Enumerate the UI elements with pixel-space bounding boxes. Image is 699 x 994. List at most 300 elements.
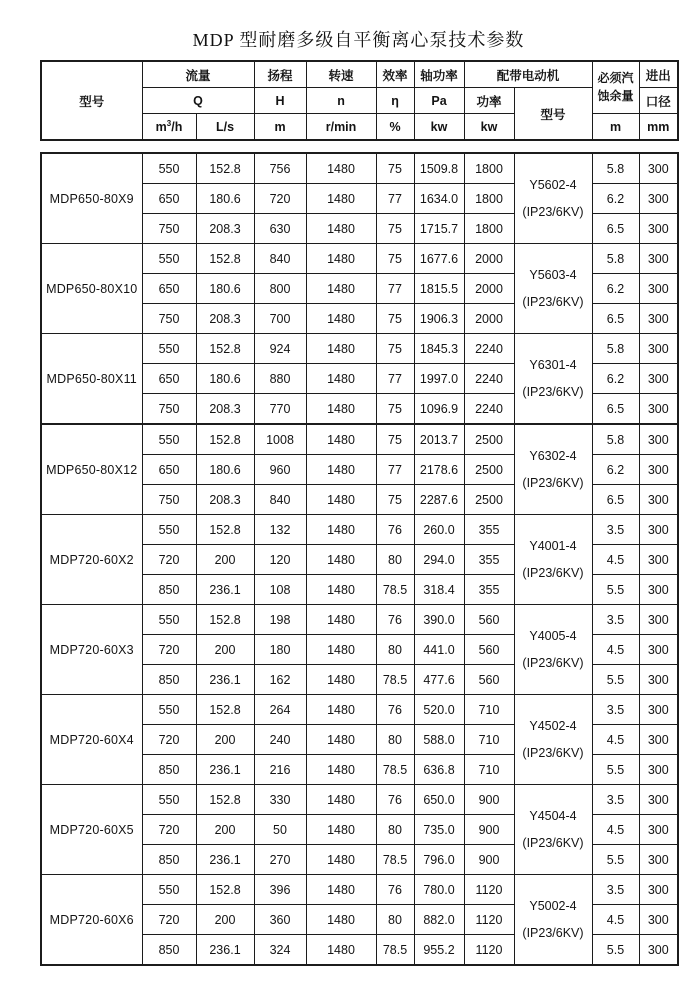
value-cell: 3.5: [592, 785, 639, 815]
value-cell: 75: [376, 334, 414, 364]
value-cell: 735.0: [414, 815, 464, 845]
value-cell: 1480: [306, 575, 376, 605]
value-cell: 3.5: [592, 605, 639, 635]
unit-motor-power: kw: [464, 114, 514, 141]
value-cell: 850: [142, 935, 196, 966]
header-sym-head: H: [254, 88, 306, 114]
value-cell: 2240: [464, 334, 514, 364]
value-cell: 152.8: [196, 424, 254, 455]
value-cell: 520.0: [414, 695, 464, 725]
value-cell: 208.3: [196, 214, 254, 244]
value-cell: 152.8: [196, 695, 254, 725]
value-cell: 2000: [464, 274, 514, 304]
value-cell: 300: [639, 785, 678, 815]
value-cell: 1480: [306, 515, 376, 545]
header-npsh-line2: 蚀余量: [597, 88, 634, 103]
motor-model-name: Y4001-4: [529, 538, 577, 553]
value-cell: 80: [376, 725, 414, 755]
value-cell: 1480: [306, 394, 376, 425]
model-group: [41, 334, 678, 425]
value-cell: 76: [376, 785, 414, 815]
value-cell: 720: [254, 184, 306, 214]
value-cell: 750: [142, 214, 196, 244]
value-cell: 2500: [464, 485, 514, 515]
value-cell: 75: [376, 304, 414, 334]
header-sym-flow: Q: [142, 88, 254, 114]
motor-model-cell: [514, 334, 592, 425]
unit-m3h: $m^3/h$: [142, 114, 196, 141]
value-cell: 650.0: [414, 785, 464, 815]
value-cell: 355: [464, 515, 514, 545]
value-cell: 5.8: [592, 244, 639, 274]
value-cell: 5.5: [592, 755, 639, 785]
unit-shaft-power: kw: [414, 114, 464, 141]
value-cell: 120: [254, 545, 306, 575]
value-cell: 850: [142, 665, 196, 695]
value-cell: 180.6: [196, 184, 254, 214]
value-cell: 5.8: [592, 153, 639, 184]
value-cell: 80: [376, 635, 414, 665]
header-speed: 转速: [306, 61, 376, 88]
motor-model-name: Y6302-4: [529, 448, 577, 463]
value-cell: 5.5: [592, 665, 639, 695]
value-cell: 1715.7: [414, 214, 464, 244]
table-row: [41, 695, 678, 725]
value-cell: 900: [464, 815, 514, 845]
superscript-3: 3: [166, 118, 172, 128]
value-cell: 77: [376, 364, 414, 394]
value-cell: 236.1: [196, 665, 254, 695]
value-cell: 216: [254, 755, 306, 785]
value-cell: 2500: [464, 455, 514, 485]
value-cell: 208.3: [196, 485, 254, 515]
value-cell: 1800: [464, 214, 514, 244]
model-cell: MDP720-60X3: [41, 605, 142, 695]
value-cell: 75: [376, 214, 414, 244]
value-cell: 550: [142, 153, 196, 184]
value-cell: 720: [142, 545, 196, 575]
value-cell: 355: [464, 575, 514, 605]
value-cell: 3.5: [592, 875, 639, 905]
value-cell: 78.5: [376, 845, 414, 875]
value-cell: 152.8: [196, 334, 254, 364]
value-cell: 960: [254, 455, 306, 485]
value-cell: 294.0: [414, 545, 464, 575]
value-cell: 300: [639, 935, 678, 966]
value-cell: 560: [464, 635, 514, 665]
value-cell: 850: [142, 575, 196, 605]
value-cell: 550: [142, 244, 196, 274]
value-cell: 6.5: [592, 485, 639, 515]
value-cell: 200: [196, 545, 254, 575]
header-inout-top: 进出: [639, 61, 678, 88]
value-cell: 1845.3: [414, 334, 464, 364]
value-cell: 300: [639, 905, 678, 935]
unit-efficiency: %: [376, 114, 414, 141]
motor-model-spec: (IP23/6KV): [522, 835, 584, 850]
value-cell: 4.5: [592, 815, 639, 845]
value-cell: 75: [376, 485, 414, 515]
value-cell: 2000: [464, 304, 514, 334]
unit-head: m: [254, 114, 306, 141]
value-cell: 780.0: [414, 875, 464, 905]
table-row: [41, 875, 678, 905]
value-cell: 75: [376, 394, 414, 425]
value-cell: 300: [639, 815, 678, 845]
value-cell: 650: [142, 274, 196, 304]
value-cell: 5.8: [592, 334, 639, 364]
value-cell: 2000: [464, 244, 514, 274]
value-cell: 1480: [306, 153, 376, 184]
value-cell: 77: [376, 184, 414, 214]
motor-model-spec: (IP23/6KV): [522, 294, 584, 309]
value-cell: 77: [376, 274, 414, 304]
value-cell: 270: [254, 845, 306, 875]
value-cell: 318.4: [414, 575, 464, 605]
value-cell: 1480: [306, 184, 376, 214]
value-cell: 324: [254, 935, 306, 966]
value-cell: 560: [464, 605, 514, 635]
page-title: MDP 型耐磨多级自平衡离心泵技术参数: [192, 30, 525, 50]
value-cell: 152.8: [196, 153, 254, 184]
table-row: [41, 785, 678, 815]
value-cell: 300: [639, 755, 678, 785]
value-cell: 300: [639, 455, 678, 485]
motor-model-spec: (IP23/6KV): [522, 384, 584, 399]
value-cell: 1480: [306, 424, 376, 455]
value-cell: 550: [142, 424, 196, 455]
value-cell: 840: [254, 485, 306, 515]
value-cell: 300: [639, 575, 678, 605]
value-cell: 955.2: [414, 935, 464, 966]
value-cell: 4.5: [592, 905, 639, 935]
motor-model-cell: [514, 515, 592, 605]
value-cell: 1096.9: [414, 394, 464, 425]
value-cell: 180.6: [196, 455, 254, 485]
value-cell: 5.5: [592, 575, 639, 605]
value-cell: 850: [142, 845, 196, 875]
value-cell: 180: [254, 635, 306, 665]
motor-model-spec: (IP23/6KV): [522, 475, 584, 490]
table-row: [41, 244, 678, 274]
value-cell: 6.5: [592, 214, 639, 244]
header-npsh: [592, 61, 639, 114]
value-cell: 880: [254, 364, 306, 394]
value-cell: 300: [639, 274, 678, 304]
value-cell: 1677.6: [414, 244, 464, 274]
value-cell: 240: [254, 725, 306, 755]
value-cell: 770: [254, 394, 306, 425]
value-cell: 78.5: [376, 665, 414, 695]
value-cell: 300: [639, 304, 678, 334]
value-cell: 924: [254, 334, 306, 364]
value-cell: 76: [376, 875, 414, 905]
value-cell: 650: [142, 184, 196, 214]
value-cell: 1480: [306, 785, 376, 815]
value-cell: 441.0: [414, 635, 464, 665]
value-cell: 80: [376, 815, 414, 845]
value-cell: 6.2: [592, 274, 639, 304]
value-cell: 76: [376, 515, 414, 545]
value-cell: 710: [464, 725, 514, 755]
motor-model-name: Y4504-4: [529, 808, 577, 823]
value-cell: 152.8: [196, 605, 254, 635]
model-group: [41, 695, 678, 785]
model-group: [41, 785, 678, 875]
model-cell: MDP650-80X12: [41, 424, 142, 515]
value-cell: 840: [254, 244, 306, 274]
value-cell: 1509.8: [414, 153, 464, 184]
value-cell: 300: [639, 424, 678, 455]
header-shaft-power: 轴功率: [414, 61, 464, 88]
value-cell: 200: [196, 905, 254, 935]
value-cell: 390.0: [414, 605, 464, 635]
value-cell: 588.0: [414, 725, 464, 755]
value-cell: 720: [142, 725, 196, 755]
value-cell: 2287.6: [414, 485, 464, 515]
header-flow: 流量: [142, 61, 254, 88]
value-cell: 6.2: [592, 184, 639, 214]
header-inout-bottom: 口径: [639, 88, 678, 114]
value-cell: 850: [142, 755, 196, 785]
header-head: 扬程: [254, 61, 306, 88]
value-cell: 260.0: [414, 515, 464, 545]
value-cell: 700: [254, 304, 306, 334]
value-cell: 720: [142, 635, 196, 665]
value-cell: 75: [376, 424, 414, 455]
value-cell: 710: [464, 755, 514, 785]
model-group: [41, 424, 678, 515]
header-sym-shaft-power: Pa: [414, 88, 464, 114]
value-cell: 108: [254, 575, 306, 605]
value-cell: 300: [639, 485, 678, 515]
table-row: [41, 424, 678, 455]
value-cell: 5.5: [592, 935, 639, 966]
value-cell: 1800: [464, 153, 514, 184]
value-cell: 750: [142, 304, 196, 334]
value-cell: 152.8: [196, 875, 254, 905]
value-cell: 300: [639, 875, 678, 905]
value-cell: 2178.6: [414, 455, 464, 485]
value-cell: 162: [254, 665, 306, 695]
value-cell: 900: [464, 785, 514, 815]
value-cell: 1480: [306, 605, 376, 635]
table-row: [41, 153, 678, 184]
table-row: [41, 605, 678, 635]
value-cell: 152.8: [196, 244, 254, 274]
model-group: [41, 153, 678, 244]
value-cell: 636.8: [414, 755, 464, 785]
model-cell: MDP720-60X2: [41, 515, 142, 605]
motor-model-spec: (IP23/6KV): [522, 565, 584, 580]
value-cell: 3.5: [592, 695, 639, 725]
model-cell: MDP720-60X6: [41, 875, 142, 966]
value-cell: 1480: [306, 875, 376, 905]
unit-inout: mm: [639, 114, 678, 141]
value-cell: 756: [254, 153, 306, 184]
model-group: [41, 875, 678, 966]
value-cell: 355: [464, 545, 514, 575]
value-cell: 236.1: [196, 575, 254, 605]
motor-model-spec: (IP23/6KV): [522, 655, 584, 670]
value-cell: 300: [639, 665, 678, 695]
value-cell: 75: [376, 153, 414, 184]
value-cell: 132: [254, 515, 306, 545]
value-cell: 1800: [464, 184, 514, 214]
model-group: [41, 515, 678, 605]
value-cell: 750: [142, 394, 196, 425]
value-cell: 550: [142, 785, 196, 815]
header-sym-efficiency: η: [376, 88, 414, 114]
value-cell: 1480: [306, 485, 376, 515]
value-cell: 180.6: [196, 274, 254, 304]
value-cell: 1997.0: [414, 364, 464, 394]
value-cell: 208.3: [196, 304, 254, 334]
value-cell: 300: [639, 394, 678, 425]
value-cell: 1480: [306, 455, 376, 485]
value-cell: 550: [142, 875, 196, 905]
value-cell: 300: [639, 605, 678, 635]
header-motor: 配带电动机: [464, 61, 592, 88]
value-cell: 300: [639, 635, 678, 665]
value-cell: 236.1: [196, 755, 254, 785]
motor-model-cell: [514, 785, 592, 875]
value-cell: 550: [142, 605, 196, 635]
value-cell: 1480: [306, 274, 376, 304]
value-cell: 300: [639, 214, 678, 244]
value-cell: 550: [142, 695, 196, 725]
model-cell: MDP720-60X5: [41, 785, 142, 875]
value-cell: 78.5: [376, 575, 414, 605]
header-sym-speed: n: [306, 88, 376, 114]
value-cell: 1480: [306, 815, 376, 845]
value-cell: 2240: [464, 364, 514, 394]
unit-ls: L/s: [196, 114, 254, 141]
header-model: 型号: [41, 61, 142, 140]
value-cell: 900: [464, 845, 514, 875]
value-cell: 882.0: [414, 905, 464, 935]
motor-model-name: Y4502-4: [529, 718, 577, 733]
table-row: [41, 334, 678, 364]
value-cell: 6.2: [592, 364, 639, 394]
value-cell: 1480: [306, 334, 376, 364]
motor-model-cell: [514, 605, 592, 695]
model-group: [41, 605, 678, 695]
motor-model-name: Y4005-4: [529, 628, 577, 643]
value-cell: 152.8: [196, 785, 254, 815]
value-cell: 710: [464, 695, 514, 725]
value-cell: 300: [639, 545, 678, 575]
value-cell: 1480: [306, 545, 376, 575]
header-row-1: [41, 61, 678, 88]
value-cell: 236.1: [196, 935, 254, 966]
motor-model-name: Y5602-4: [529, 177, 577, 192]
value-cell: 1634.0: [414, 184, 464, 214]
value-cell: 300: [639, 244, 678, 274]
value-cell: 1480: [306, 695, 376, 725]
value-cell: 6.5: [592, 304, 639, 334]
motor-model-name: Y5002-4: [529, 898, 577, 913]
table-row: [41, 515, 678, 545]
value-cell: 1008: [254, 424, 306, 455]
value-cell: 1480: [306, 905, 376, 935]
value-cell: 198: [254, 605, 306, 635]
value-cell: 1815.5: [414, 274, 464, 304]
value-cell: 720: [142, 815, 196, 845]
value-cell: 76: [376, 695, 414, 725]
value-cell: 750: [142, 485, 196, 515]
value-cell: 3.5: [592, 515, 639, 545]
value-cell: 1906.3: [414, 304, 464, 334]
motor-model-spec: (IP23/6KV): [522, 925, 584, 940]
value-cell: 200: [196, 635, 254, 665]
value-cell: 180.6: [196, 364, 254, 394]
spec-header-table: [40, 60, 679, 141]
value-cell: 6.5: [592, 394, 639, 425]
motor-model-cell: [514, 424, 592, 515]
value-cell: 796.0: [414, 845, 464, 875]
value-cell: 630: [254, 214, 306, 244]
value-cell: 650: [142, 364, 196, 394]
value-cell: 4.5: [592, 725, 639, 755]
header-motor-model: 型号: [514, 88, 592, 141]
value-cell: 1480: [306, 755, 376, 785]
value-cell: 1480: [306, 364, 376, 394]
value-cell: 152.8: [196, 515, 254, 545]
value-cell: 1480: [306, 244, 376, 274]
value-cell: 208.3: [196, 394, 254, 425]
value-cell: 300: [639, 725, 678, 755]
value-cell: 1480: [306, 665, 376, 695]
value-cell: 1120: [464, 905, 514, 935]
value-cell: 77: [376, 455, 414, 485]
value-cell: 78.5: [376, 935, 414, 966]
value-cell: 300: [639, 515, 678, 545]
value-cell: 330: [254, 785, 306, 815]
value-cell: 2500: [464, 424, 514, 455]
motor-model-cell: [514, 244, 592, 334]
value-cell: 1480: [306, 214, 376, 244]
model-cell: MDP650-80X11: [41, 334, 142, 425]
model-cell: MDP650-80X10: [41, 244, 142, 334]
value-cell: 800: [254, 274, 306, 304]
value-cell: 477.6: [414, 665, 464, 695]
unit-npsh: m: [592, 114, 639, 141]
value-cell: 300: [639, 845, 678, 875]
model-cell: MDP720-60X4: [41, 695, 142, 785]
value-cell: 75: [376, 244, 414, 274]
header-efficiency: 效率: [376, 61, 414, 88]
value-cell: 4.5: [592, 635, 639, 665]
value-cell: 264: [254, 695, 306, 725]
value-cell: 2240: [464, 394, 514, 425]
model-cell: MDP650-80X9: [41, 153, 142, 244]
value-cell: 1480: [306, 845, 376, 875]
motor-model-spec: (IP23/6KV): [522, 204, 584, 219]
value-cell: 5.5: [592, 845, 639, 875]
value-cell: 78.5: [376, 755, 414, 785]
value-cell: 1480: [306, 935, 376, 966]
value-cell: 6.2: [592, 455, 639, 485]
value-cell: 1480: [306, 725, 376, 755]
value-cell: 300: [639, 364, 678, 394]
value-cell: 5.8: [592, 424, 639, 455]
value-cell: 1480: [306, 304, 376, 334]
motor-model-spec: (IP23/6KV): [522, 745, 584, 760]
motor-model-cell: [514, 695, 592, 785]
value-cell: 2013.7: [414, 424, 464, 455]
value-cell: 200: [196, 725, 254, 755]
